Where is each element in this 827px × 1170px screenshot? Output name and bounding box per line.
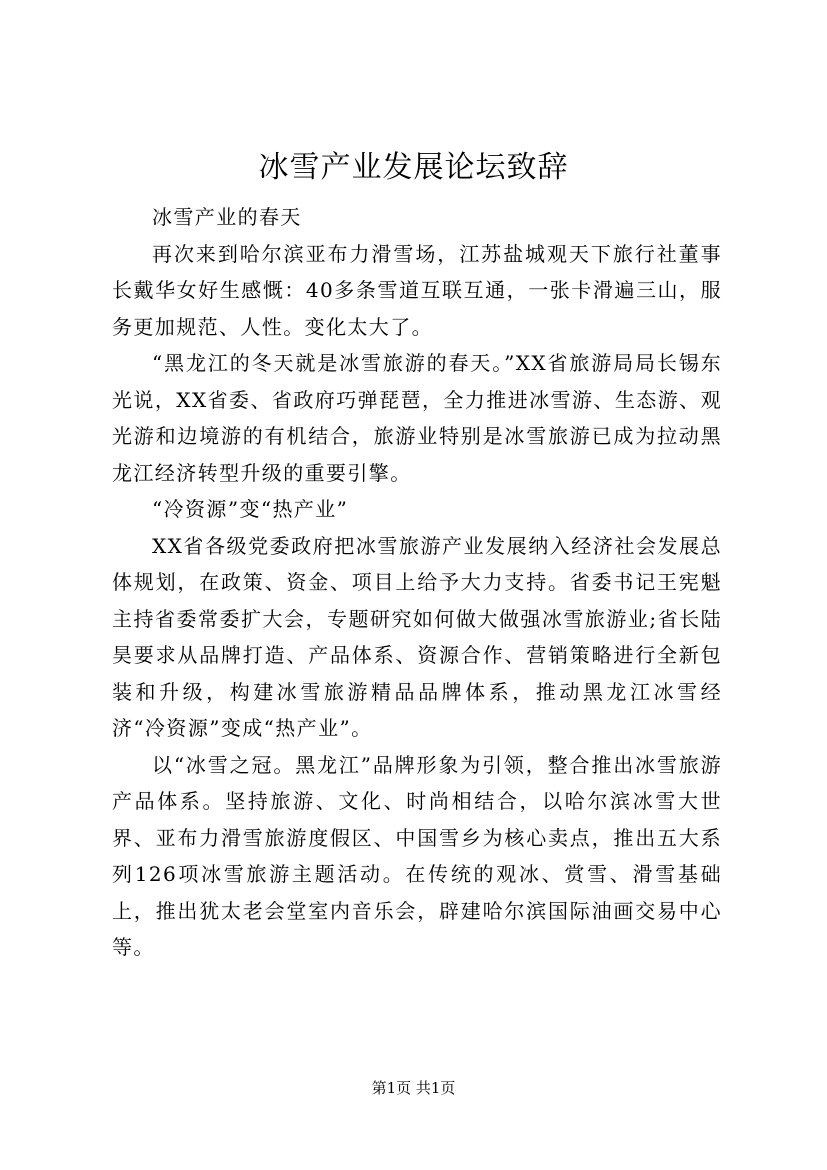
- document-body: [112, 199, 722, 966]
- section-heading: “冷资源”变“热产业”: [152, 497, 349, 521]
- paragraph: 以“冰雪之冠。黑龙江”品牌形象为引领，整合推出冰雪旅游产品体系。坚持旅游、文化、时尚相结合，以哈尔滨冰雪大世界、亚布力滑雪旅游度假区、中国雪乡为核心卖点，推出五大系列126项冰雪旅游主题活动。在传统的观冰、赏雪、滑雪基础上，推出犹太老会堂室内音乐会，辟建哈尔滨国际油画交易中心等。: [112, 752, 722, 959]
- paragraph: “黑龙江的冬天就是冰雪旅游的春天。”XX省旅游局局长锡东光说，XX省委、省政府巧弹琵琶，全力推进冰雪游、生态游、观光游和边境游的有机结合，旅游业特别是冰雪旅游已成为拉动黑龙江经济转型升级的重要引擎。: [112, 351, 722, 485]
- paragraph: XX省各级党委政府把冰雪旅游产业发展纳入经济社会发展总体规划，在政策、资金、项目上给予大力支持。省委书记王宪魁主持省委常委扩大会，专题研究如何做大做强冰雪旅游业;省长陆昊要求从品牌打造、产品体系、资源合作、营销策略进行全新包装和升级，构建冰雪旅游精品品牌体系，推动黑龙江冰雪经济“冷资源”变成“热产业”。: [112, 533, 722, 740]
- section-heading: 冰雪产业的春天: [152, 205, 302, 229]
- paragraph: 再次来到哈尔滨亚布力滑雪场，江苏盐城观天下旅行社董事长戴华女好生感慨：40多条雪道互联互通，一张卡滑遍三山，服务更加规范、人性。变化太大了。: [112, 241, 722, 339]
- document-title: 冰雪产业发展论坛致辞: [258, 150, 569, 185]
- page-number-footer: 第1页 共1页: [371, 1079, 456, 1097]
